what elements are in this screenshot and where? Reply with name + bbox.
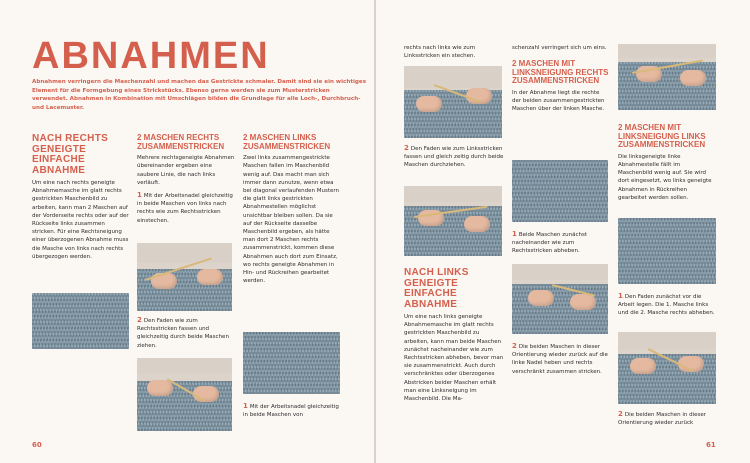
step-photo-purl-through [404, 186, 502, 256]
page-number-right: 61 [706, 441, 716, 449]
section-heading: NACH LINKS GENEIGTE EINFACHE ABNAHME [404, 267, 469, 310]
step-1-ssk [512, 230, 610, 256]
section-body: Die linksgeneigte linke Abnahmestelle fällt im Maschenbild wenig auf. Sie wird dort eingesetzt, wo links geneigte Abnahmen in Rückreihen gearbeitet werden sollen. [618, 153, 712, 201]
knit-swatch-photo [618, 218, 716, 284]
section-body: Zwei links zusammengestrickte Maschen fallen im Maschenbild wenig auf. Das macht man sich immer dann zunutze, wenn etwa bei diagonal verlaufenden Mustern die glatt links gestrickten Abnahmestellen möglichst unsichtbar bleiben sollen. Da sie auf der Rückseite dasselbe Maschenbild ergeben, als hätte man dort 2 Maschen rechts zusammenstrickt, kommen diese Abnahmen auch dort zum Einsatz, wo rechts geneigte Abnahmen in Hin- und Rückreihen gearbeitet werden. [243, 155, 340, 285]
section-heading: 2 MASCHEN MIT LINKSNEIGUNG RECHTS ZUSAMMENSTRICKEN [512, 59, 609, 86]
section-body: Um eine nach links geneigte Abnahmemasche im glatt rechts gestrickten Maschenbild zu arbeiten, kann man beide Maschen zunächst nacheinander wie zum Rechtsstricken abheben, bevor man sie zusammenstrickt. Auch durch verschränktes oder überzogenes Abstricken beider Maschen erhält man eine Linksneigung im Maschenbild. Die Ma- [404, 314, 504, 403]
step-2-ssp [618, 410, 716, 427]
knit-swatch-photo [32, 293, 129, 349]
step-2-k2tog [137, 316, 235, 350]
section-body: In der Abnahme liegt die rechte der beiden zusammengestrickten Maschen über der linken Masche. [512, 89, 605, 113]
step-item: 1 Den Faden zunächst vor die Arbeit legen. Die 1. Masche links und die 2. Masche rechts abheben. [618, 292, 715, 317]
step-photo-slip-stitches [512, 264, 608, 334]
step-photo-pull-yarn [137, 358, 232, 431]
section-heading: 2 MASCHEN MIT LINKSNEIGUNG LINKS ZUSAMMENSTRICKEN [618, 123, 706, 150]
column-left-slanting-decrease [404, 268, 504, 403]
step-item: 2 Den Faden wie zum Rechtsstricken fassen und gleichzeitig durch beide Maschen ziehen. [137, 316, 229, 349]
page-gutter [374, 0, 376, 463]
section-heading: 2 MASCHEN RECHTS ZUSAMMENSTRICKEN [137, 133, 225, 151]
continuation-text: rechts nach links wie zum Linksstricken ein stechen. [404, 45, 476, 60]
step-item: 2 Den Faden wie zum Linksstricken fassen und gleich zeitig durch beide Maschen durchziehen. [404, 144, 504, 169]
column-ssk [512, 44, 610, 114]
step-2-ssk [512, 342, 610, 376]
column-right-slanting-decrease [32, 134, 129, 261]
step-1-p2tog [243, 402, 342, 419]
column-ssp [618, 124, 716, 202]
section-body: Mehrere rechtsgeneigte Abnahmen übereinander ergeben eine saubere Linie, die nach links verläuft. [137, 155, 235, 186]
step-item: 2 Die beiden Maschen in dieser Orientierung wieder zurück [618, 410, 707, 427]
step-item: 1 Mit der Arbeitsnadel gleichzeitig in beide Maschen von links nach rechts wie zum Rechtsstricken einstechen. [137, 191, 233, 224]
step-item: 1 Beide Maschen zunächst nacheinander wie zum Rechtsstricken abheben. [512, 230, 588, 255]
column-k2tog [137, 134, 235, 225]
knit-swatch-photo [243, 332, 340, 394]
step-photo-ssk-knit [618, 44, 716, 110]
column-p2tog [243, 134, 342, 285]
section-heading: 2 MASCHEN LINKS ZUSAMMENSTRICKEN [243, 133, 331, 151]
step-photo-insert-purl [404, 66, 502, 138]
step-item: 2 Die beiden Maschen in dieser Orientierung wieder zurück auf die linke Nadel heben und rechts verschränkt zusammen stricken. [512, 342, 608, 375]
page-number-left: 60 [32, 441, 42, 449]
section-heading: NACH RECHTS GENEIGTE EINFACHE ABNAHME [32, 133, 109, 176]
column-p2tog-continued [404, 44, 504, 60]
intro-text: Abnahmen verringern die Maschenzahl und machen das Gestrickte schmaler. Damit sind sie ein wichtiges Element für die Formgebung eines Strickstücks. Ebenso gerne werden sie zum Musterstricken verwendet. Abnahmen in Kombination mit Umschlägen bilden die Grundlage für alle Loch-, Durchbruch- und Lacemuster. [32, 79, 367, 111]
step-photo-slip-purlwise [618, 332, 716, 404]
step-1-ssp [618, 292, 716, 318]
page-title: ABNAHMEN [32, 35, 270, 77]
continuation-text: schenzahl verringert sich um eins. [512, 45, 607, 51]
knit-swatch-photo [512, 160, 608, 222]
step-2-p2tog [404, 144, 504, 170]
step-photo-insert-needle [137, 243, 232, 311]
section-body: Um eine nach rechts geneigte Abnahmemasche im glatt rechts gestrickten Maschenbild zu arbeiten, kann man 2 Maschen auf der Vorderseite rechts oder auf der Rückseite links zusammen stricken. Für eine Rechtsneigung einer überzogenen Abnahme muss die Masche von links nach rechts übergezogen werden. [32, 180, 129, 260]
step-item: 1 Mit der Arbeitsnadel gleichzeitig in beide Maschen von [243, 402, 339, 419]
